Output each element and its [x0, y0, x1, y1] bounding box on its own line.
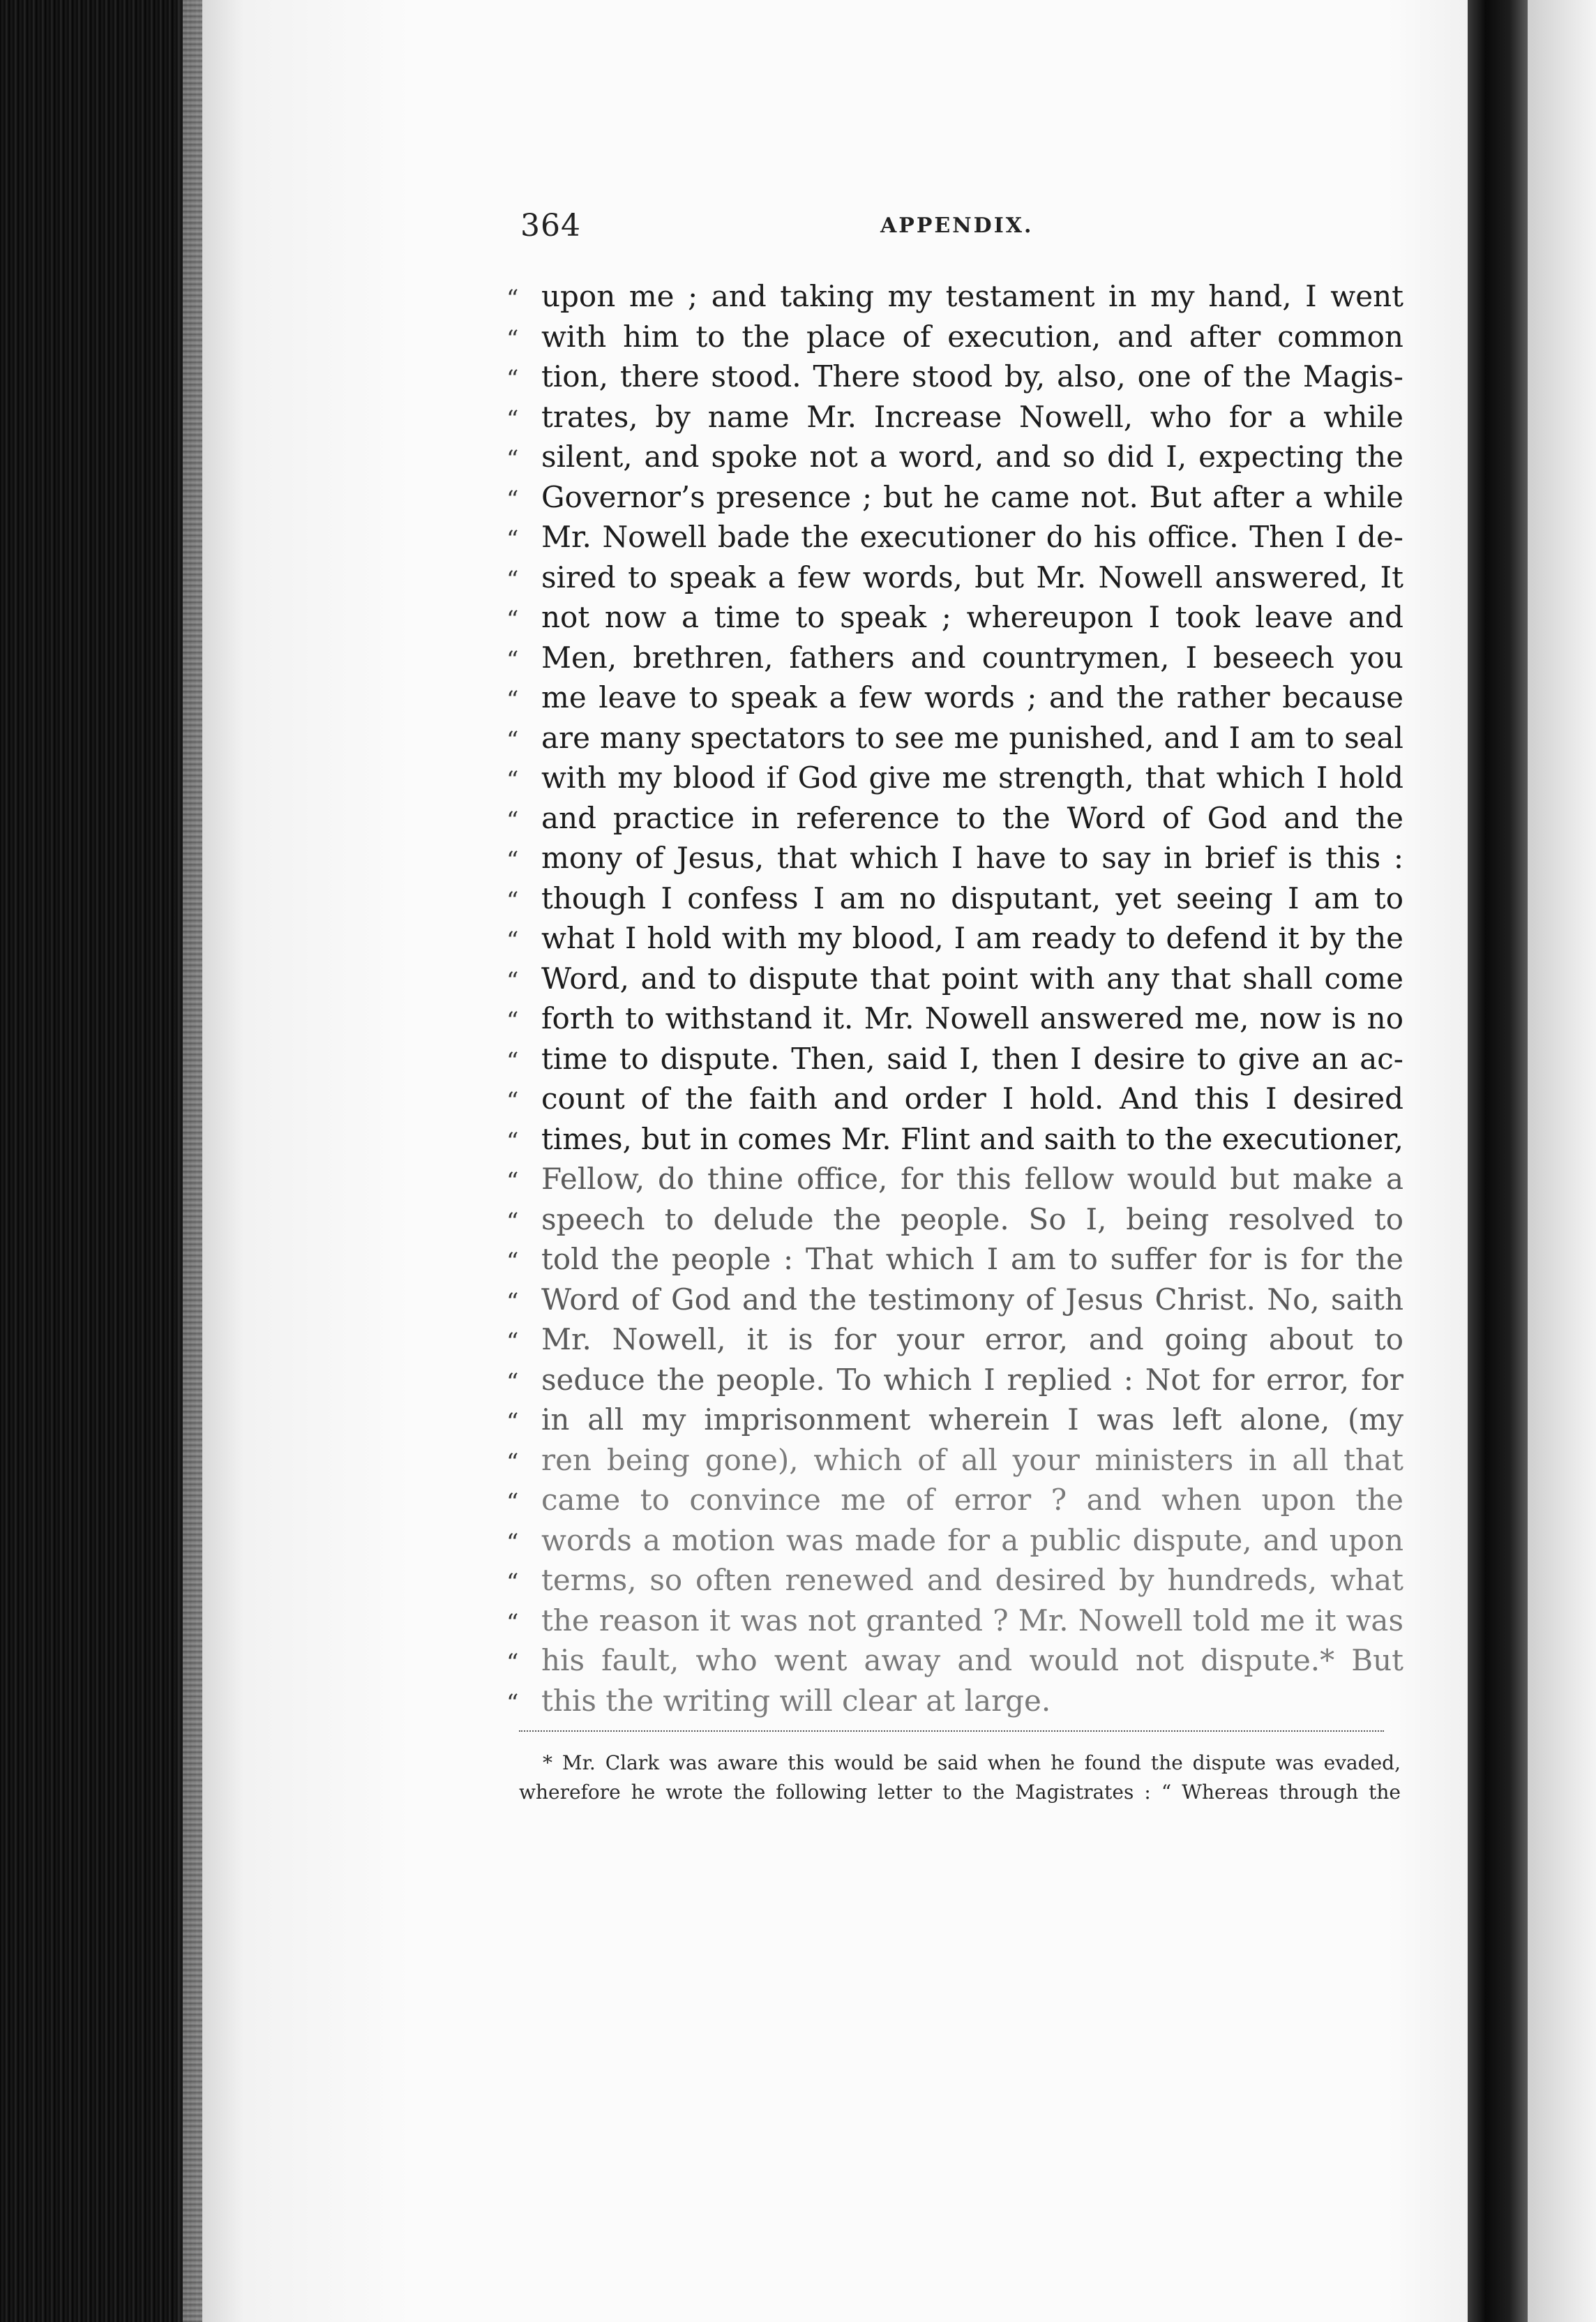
text-line-content: words a motion was made for a public dispute, and upon [541, 1522, 1403, 1557]
text-line-content: Fellow, do thine office, for this fellow would but make a [541, 1162, 1403, 1196]
text-line [506, 1400, 1403, 1440]
text-line [506, 998, 1403, 1039]
open-quote-mark: “ [506, 565, 519, 594]
text-line-content: terms, so often renewed and desired by hundreds, what [541, 1563, 1403, 1597]
text-line [506, 959, 1403, 999]
book-gutter-right [1468, 0, 1528, 2322]
open-quote-mark: “ [506, 1688, 519, 1717]
open-quote-mark: “ [506, 1408, 519, 1436]
text-line-content: Mr. Nowell bade the executioner do his office. Then I de- [541, 520, 1403, 554]
text-line [506, 357, 1403, 397]
text-line-content: in all my imprisonment wherein I was left alone, (my [541, 1402, 1403, 1437]
open-quote-mark: “ [506, 1649, 519, 1677]
open-quote-mark: “ [506, 1087, 519, 1115]
open-quote-mark: “ [506, 846, 519, 874]
text-line [506, 878, 1403, 919]
open-quote-mark: “ [506, 606, 519, 634]
open-quote-mark: “ [506, 445, 519, 473]
open-quote-mark: “ [506, 966, 519, 995]
text-line-content: are many spectators to see me punished, and I am to seal [541, 720, 1403, 755]
open-quote-mark: “ [506, 1608, 519, 1637]
footnote [519, 1748, 1401, 1807]
open-quote-mark: “ [506, 1207, 519, 1236]
open-quote-mark: “ [506, 1448, 519, 1476]
text-line [506, 1440, 1403, 1481]
text-line [506, 798, 1403, 839]
text-line [506, 276, 1403, 317]
text-line-content: upon me ; and taking my testament in my hand, I went [541, 279, 1403, 313]
open-quote-mark: “ [506, 1287, 519, 1316]
footnote-line: * Mr. Clark was aware this would be said when he found the dispute was evaded, [543, 1751, 1401, 1774]
text-line-content: ren being gone), which of all your ministers in all that [541, 1442, 1403, 1477]
open-quote-mark: “ [506, 405, 519, 433]
open-quote-mark: “ [506, 886, 519, 915]
open-quote-mark: “ [506, 525, 519, 553]
text-line [506, 718, 1403, 758]
text-line-content: count of the faith and order I hold. And this I desired [541, 1081, 1403, 1116]
text-line [506, 1199, 1403, 1240]
text-line-content: tion, there stood. There stood by, also, one of the Magis- [541, 359, 1403, 394]
open-quote-mark: “ [506, 1528, 519, 1557]
open-quote-mark: “ [506, 1568, 519, 1596]
text-line-content: told the people : That which I am to suffer for is for the [541, 1242, 1403, 1276]
text-line-content: forth to withstand it. Mr. Nowell answered me, now is no [541, 1001, 1403, 1035]
body-text [506, 276, 1403, 1721]
text-line [506, 397, 1403, 437]
open-quote-mark: “ [506, 485, 519, 514]
text-line-content: though I confess I am no disputant, yet seeing I am to [541, 881, 1403, 915]
open-quote-mark: “ [506, 1047, 519, 1075]
text-line [506, 677, 1403, 718]
text-line [506, 1039, 1403, 1079]
text-line-content: Men, brethren, fathers and countrymen, I beseech you [541, 640, 1403, 675]
text-line-content: times, but in comes Mr. Flint and saith to the executioner, [541, 1121, 1403, 1156]
open-quote-mark: “ [506, 324, 519, 353]
text-line-content: speech to delude the people. So I, being resolved to [541, 1201, 1403, 1236]
text-line-content: trates, by name Mr. Increase Nowell, who for a while [541, 399, 1403, 434]
text-line [506, 638, 1403, 678]
open-quote-mark: “ [506, 285, 519, 313]
text-line [506, 557, 1403, 598]
text-line-content: Word, and to dispute that point with any that shall come [541, 961, 1403, 996]
open-quote-mark: “ [506, 927, 519, 954]
book-binding-left [0, 0, 202, 2322]
text-line [506, 1360, 1403, 1400]
text-line [506, 1239, 1403, 1280]
text-line [506, 1681, 1403, 1721]
next-page-sliver [1528, 0, 1596, 2322]
text-line [506, 1319, 1403, 1360]
text-line [506, 437, 1403, 477]
footnote-rule [519, 1730, 1384, 1732]
text-line-content: Governor’s presence ; but he came not. But after a while [541, 479, 1403, 514]
text-line [506, 1159, 1403, 1199]
text-line [506, 1601, 1403, 1641]
open-quote-mark: “ [506, 1248, 519, 1275]
text-line [506, 1079, 1403, 1119]
open-quote-mark: “ [506, 645, 519, 674]
running-head [520, 208, 1401, 250]
text-line-content: and practice in reference to the Word of God and the [541, 800, 1403, 835]
open-quote-mark: “ [506, 1167, 519, 1195]
text-line [506, 517, 1403, 557]
open-quote-mark: “ [506, 726, 519, 754]
open-quote-mark: “ [506, 806, 519, 834]
text-line-content: this the writing will clear at large. [541, 1683, 1051, 1718]
header-title: APPENDIX. [880, 214, 1034, 238]
text-line-content: with my blood if God give me strength, that which I hold [541, 761, 1403, 795]
text-line-content: the reason it was not granted ? Mr. Nowell told me it was [541, 1603, 1403, 1638]
text-line [506, 1520, 1403, 1561]
text-line [506, 1280, 1403, 1320]
text-line [506, 597, 1403, 638]
open-quote-mark: “ [506, 1007, 519, 1035]
text-line-content: sired to speak a few words, but Mr. Nowell answered, It [541, 560, 1403, 594]
text-line-content: mony of Jesus, that which I have to say in brief is this : [541, 841, 1403, 875]
open-quote-mark: “ [506, 766, 519, 794]
text-line-content: time to dispute. Then, said I, then I desire to give an ac- [541, 1041, 1403, 1076]
text-line-content: what I hold with my blood, I am ready to defend it by the [541, 921, 1403, 955]
text-line-content: Mr. Nowell, it is for your error, and going about to [541, 1322, 1403, 1356]
open-quote-mark: “ [506, 1328, 519, 1356]
text-line-content: Word of God and the testimony of Jesus Christ. No, saith [541, 1282, 1403, 1317]
text-line [506, 1560, 1403, 1601]
text-line-content: me leave to speak a few words ; and the rather because [541, 680, 1403, 714]
text-line [506, 918, 1403, 959]
text-line [506, 758, 1403, 798]
open-quote-mark: “ [506, 1127, 519, 1155]
open-quote-mark: “ [506, 1368, 519, 1396]
page-number: 364 [520, 208, 581, 244]
open-quote-mark: “ [506, 686, 519, 714]
text-line [506, 477, 1403, 518]
text-line-content: seduce the people. To which I replied : Not for error, for [541, 1362, 1403, 1397]
text-line-content: silent, and spoke not a word, and so did I, expecting the [541, 440, 1403, 474]
open-quote-mark: “ [506, 365, 519, 393]
open-quote-mark: “ [506, 1488, 519, 1516]
text-line [506, 1640, 1403, 1681]
text-line [506, 838, 1403, 878]
text-line [506, 1119, 1403, 1160]
text-line [506, 317, 1403, 357]
text-line-content: not now a time to speak ; whereupon I took leave and [541, 600, 1403, 634]
footnote-line: wherefore he wrote the following letter to the Magistrates : “ Whereas through the [519, 1781, 1401, 1804]
text-line-content: came to convince me of error ? and when upon the [541, 1483, 1403, 1517]
text-line [506, 1480, 1403, 1520]
text-line-content: his fault, who went away and would not dispute.* But [541, 1643, 1403, 1677]
text-line-content: with him to the place of execution, and after common [541, 319, 1403, 354]
